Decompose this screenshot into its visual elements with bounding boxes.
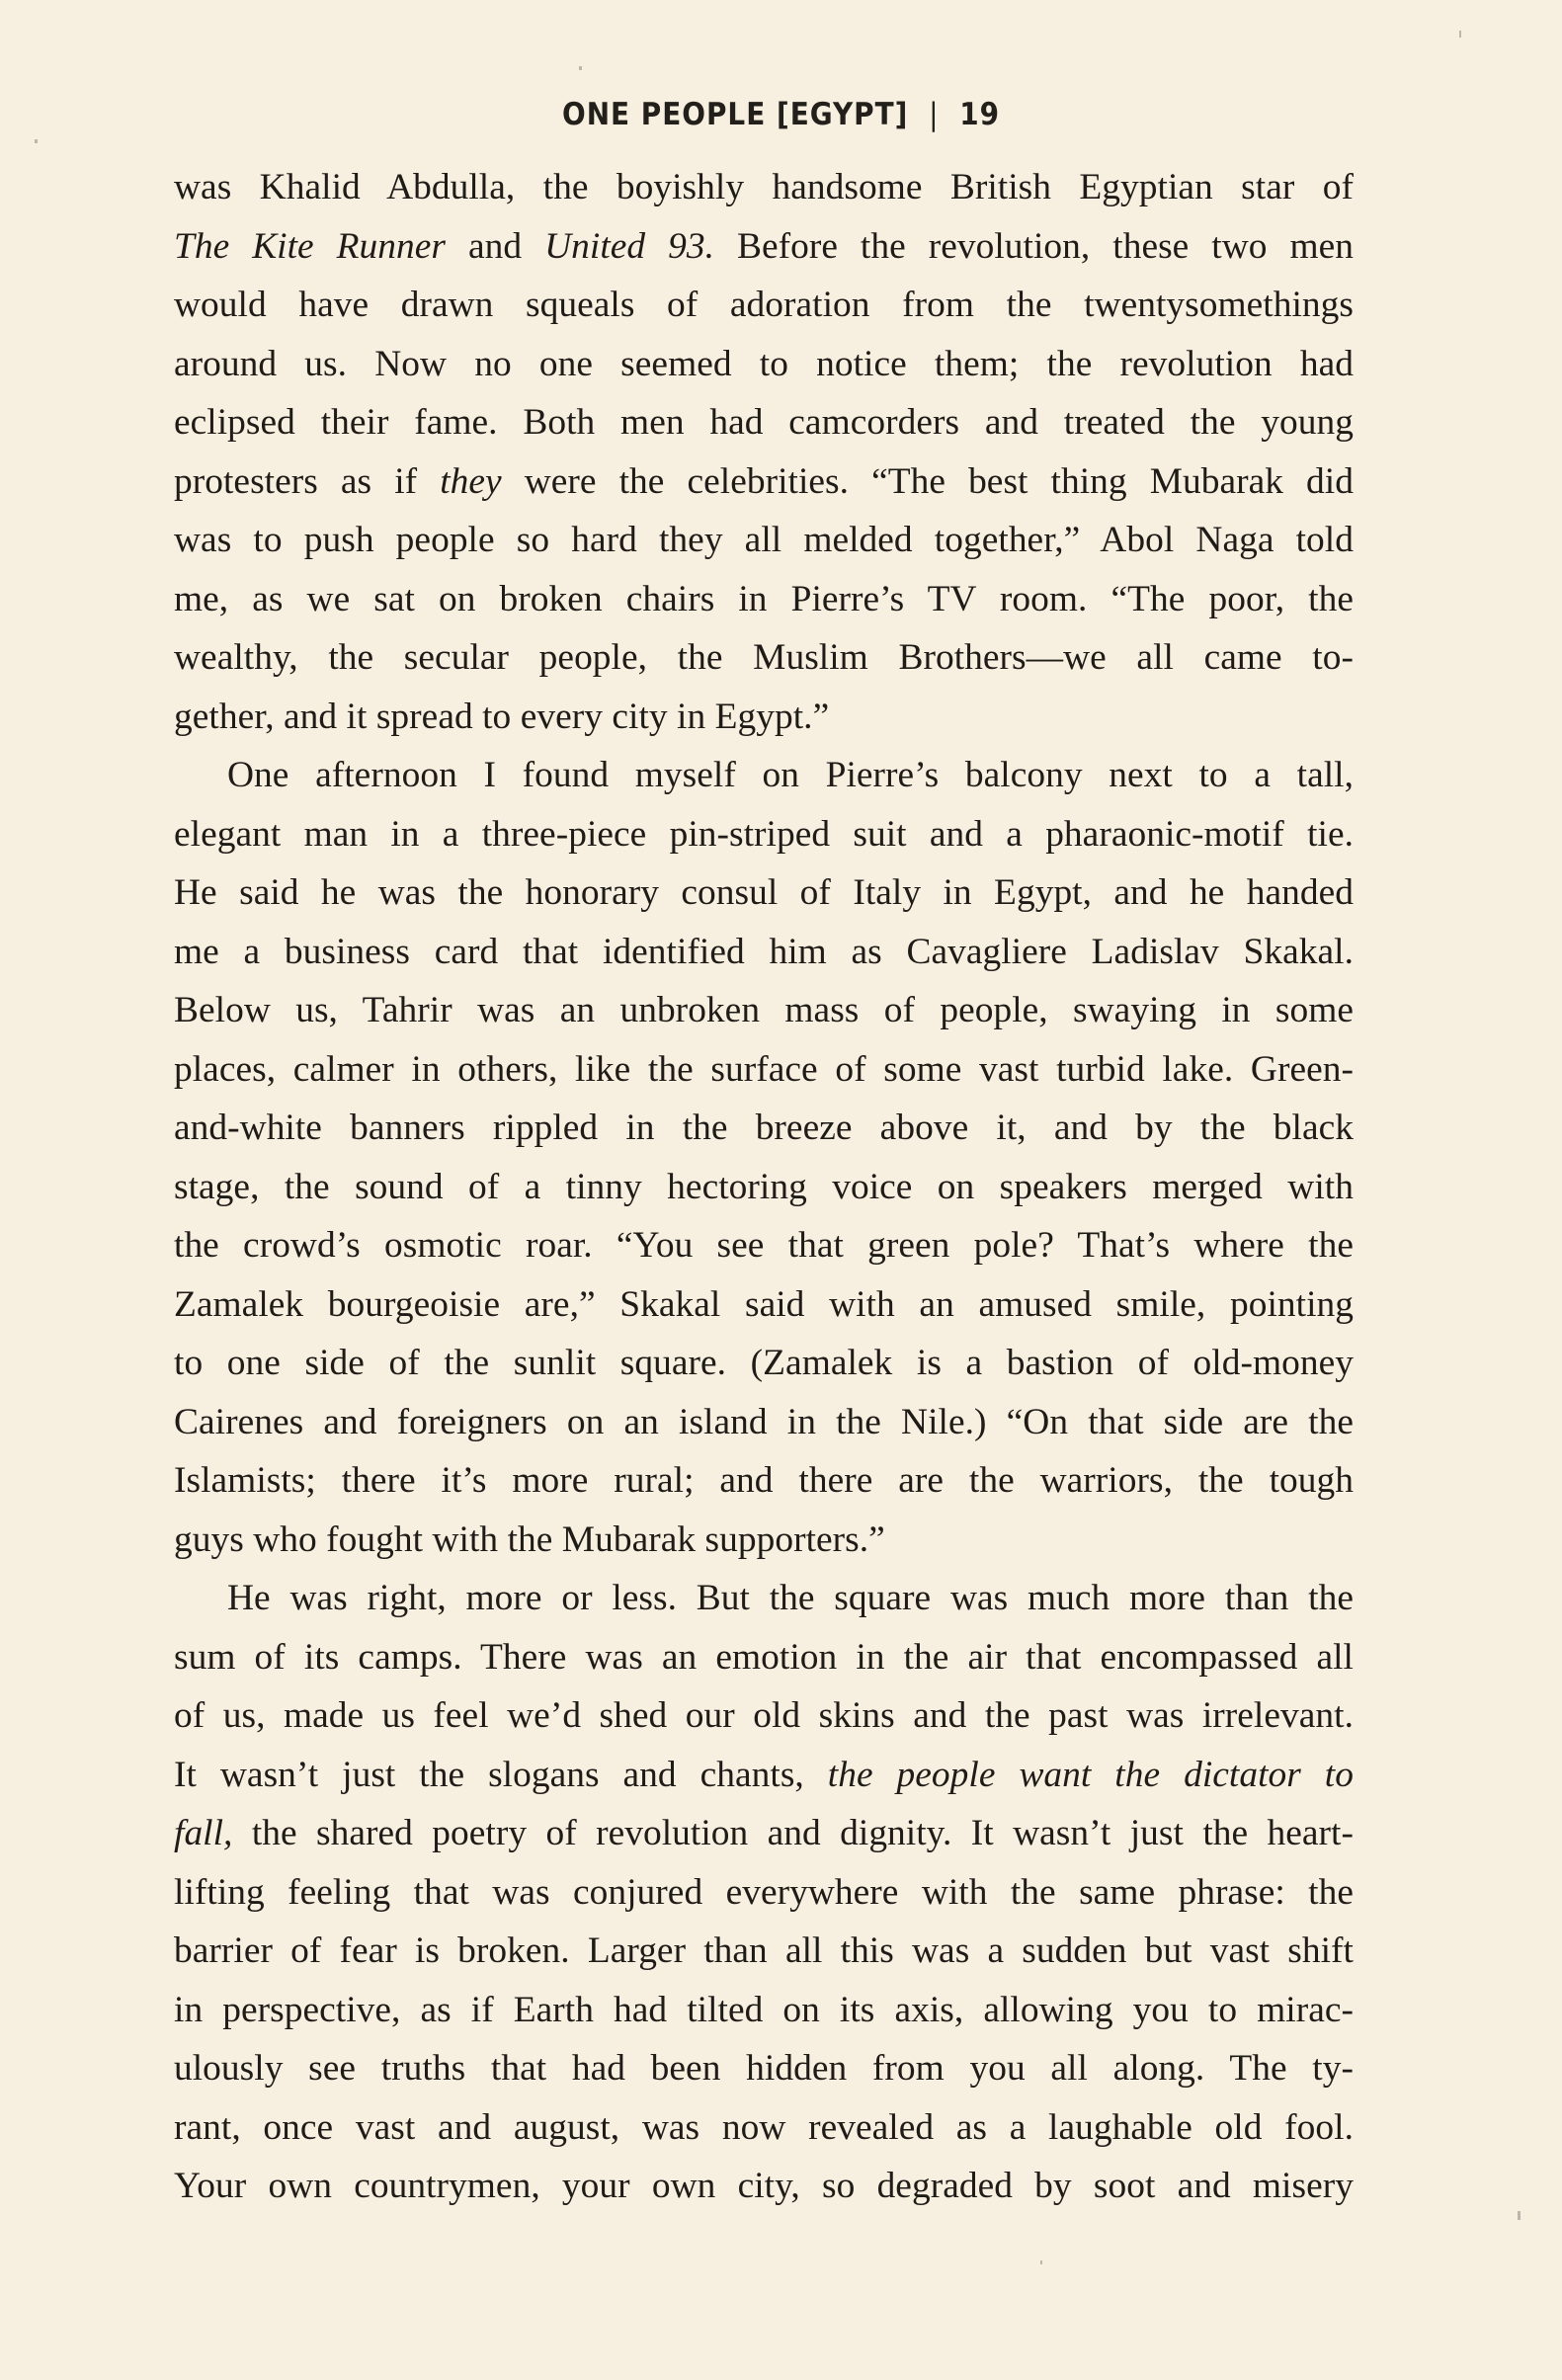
text-line: It wasn’t just the slogans and chants, the people want the dictator to: [174, 1754, 1354, 1795]
text-line: Islamists; there it’s more rural; and there are the warriors, the tough: [174, 1460, 1354, 1501]
paper-speck: [1459, 31, 1461, 38]
text-line: sum of its camps. There was an emotion in the air that encompassed all: [174, 1636, 1354, 1678]
text-line: eclipsed their fame. Both men had camcorders and treated the young: [174, 402, 1354, 443]
text-line: Your own countrymen, your own city, so degraded by soot and misery: [174, 2166, 1354, 2206]
text-line: lifting feeling that was conjured everywhere with the same phrase: the: [174, 1871, 1354, 1913]
body-text: [174, 158, 1354, 2216]
text-line: Cairenes and foreigners on an island in the Nile.) “On that side are the: [174, 1401, 1354, 1442]
text-line: Zamalek bourgeoisie are,” Skakal said with an amused smile, pointing: [174, 1283, 1354, 1325]
page-number: 19: [959, 97, 1000, 132]
text-line: rant, once vast and august, was now revealed as a laughable old fool.: [174, 2106, 1354, 2148]
italic-title-united-93: United 93.: [544, 225, 714, 267]
text-line: to one side of the sunlit square. (Zamalek is a bastion of old-money: [174, 1343, 1354, 1383]
text-line: of us, made us feel we’d shed our old skins and the past was irrelevant.: [174, 1695, 1354, 1736]
text-line: was to push people so hard they all melded together,” Abol Naga told: [174, 520, 1354, 560]
paper-speck: [579, 66, 582, 70]
text-line: and-white banners rippled in the breeze above it, and by the black: [174, 1108, 1354, 1148]
text-line: fall, the shared poetry of revolution and dignity. It wasn’t just the heart-: [174, 1813, 1354, 1853]
paper-speck: [35, 139, 38, 143]
text-line: barrier of fear is broken. Larger than all this was a sudden but vast shift: [174, 1930, 1354, 1971]
text-line: places, calmer in others, like the surface of some vast turbid lake. Green-: [174, 1048, 1354, 1090]
italic-word-fall: fall,: [174, 1813, 233, 1853]
text-line: the crowd’s osmotic roar. “You see that green pole? That’s where the: [174, 1225, 1354, 1266]
text-line: stage, the sound of a tinny hectoring voice on speakers merged with: [174, 1166, 1354, 1207]
paper-speck: [1040, 2260, 1042, 2264]
running-header: [0, 97, 1562, 132]
text-line: me, as we sat on broken chairs in Pierre’s TV room. “The poor, the: [174, 578, 1354, 619]
text-line: would have drawn squeals of adoration from the twentysomethings: [174, 285, 1354, 325]
paper-speck: [1518, 2211, 1521, 2220]
text-line: wealthy, the secular people, the Muslim Brothers—we all came to-: [174, 637, 1354, 678]
text-line: ulously see truths that had been hidden from you all along. The ty-: [174, 2048, 1354, 2089]
running-header-title: ONE PEOPLE [EGYPT]: [562, 97, 909, 132]
text-line: gether, and it spread to every city in Egypt.”: [174, 696, 830, 737]
italic-phrase-slogan: the people want the dictator to: [827, 1754, 1354, 1795]
text-line: One afternoon I found myself on Pierre’s balcony next to a tall,: [227, 755, 1354, 795]
text-line: around us. Now no one seemed to notice them; the revolution had: [174, 343, 1354, 384]
text-line: me a business card that identified him as Cavagliere Ladislav Skakal.: [174, 931, 1354, 972]
text-line: in perspective, as if Earth had tilted on its axis, allowing you to mirac-: [174, 1989, 1354, 2030]
text-line: He said he was the honorary consul of Italy in Egypt, and he handed: [174, 872, 1354, 913]
text-line: elegant man in a three-piece pin-striped suit and a pharaonic-motif tie.: [174, 813, 1354, 855]
text-line: guys who fought with the Mubarak supporters.”: [174, 1518, 885, 1560]
text-line: Below us, Tahrir was an unbroken mass of people, swaying in some: [174, 990, 1354, 1030]
text-line: He was right, more or less. But the square was much more than the: [227, 1578, 1354, 1618]
text-line: protesters as if they were the celebrities. “The best thing Mubarak did: [174, 460, 1354, 502]
running-header-separator: |: [929, 97, 940, 132]
italic-word-they: they: [440, 460, 502, 502]
text-line: was Khalid Abdulla, the boyishly handsome British Egyptian star of: [174, 167, 1354, 207]
italic-title-kite-runner: The Kite Runner: [174, 225, 447, 267]
text-line: The Kite Runner and United 93. Before the revolution, these two men: [174, 225, 1354, 267]
